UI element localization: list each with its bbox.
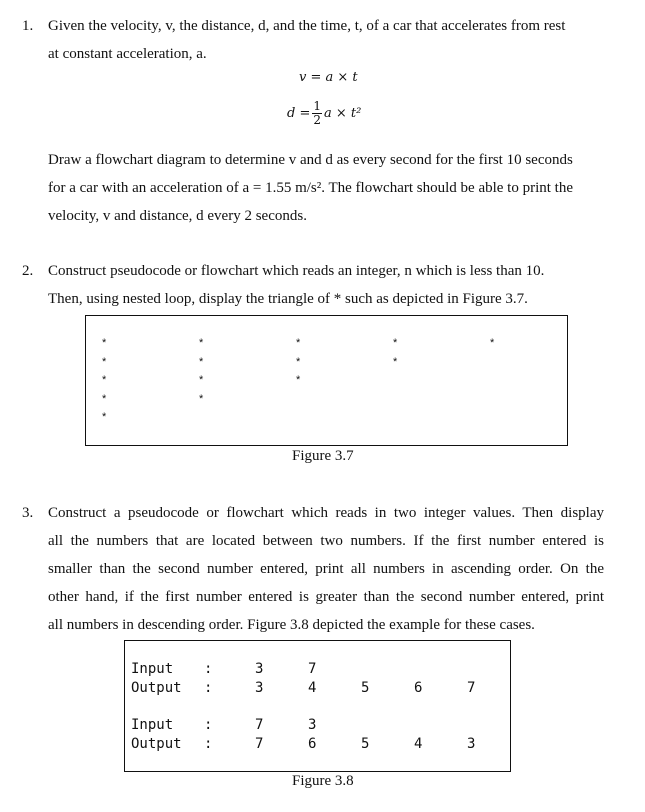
figure-3-8-example-box — [124, 640, 511, 772]
example2-output-value: 6 — [308, 736, 317, 752]
example1-input-value: 7 — [308, 661, 317, 677]
star-glyph: * — [199, 374, 204, 386]
half-fraction — [312, 100, 322, 127]
example2-output-colon: : — [204, 736, 213, 752]
example1-output-value: 7 — [467, 680, 476, 696]
star-glyph: * — [393, 337, 398, 349]
star-glyph: * — [102, 374, 107, 386]
example2-output-value: 3 — [467, 736, 476, 752]
example1-input-value: 3 — [255, 661, 264, 677]
example1-input-label: Input — [131, 661, 174, 677]
q2-text-line1: Construct pseudocode or flowchart which reads an integer, n which is less than 10. — [48, 263, 545, 279]
example1-output-value: 6 — [414, 680, 423, 696]
example2-input-label: Input — [131, 717, 174, 733]
distance-equation — [287, 100, 361, 127]
q1-text-line2: at constant acceleration, a. — [48, 46, 207, 62]
distance-equation-rhs: a × t² — [324, 106, 362, 121]
example2-output-value: 7 — [255, 736, 264, 752]
star-glyph: * — [199, 337, 204, 349]
velocity-equation: v = a × t — [299, 70, 358, 85]
q1-text-line4: for a car with an acceleration of a = 1.55 m/s². The flowchart should be able to print the — [48, 180, 573, 196]
example2-output-label: Output — [131, 736, 182, 752]
example2-input-value: 3 — [308, 717, 317, 733]
star-glyph: * — [296, 355, 301, 368]
star-glyph: * — [102, 392, 107, 405]
q1-text-line1: Given the velocity, v, the distance, d, and the time, t, of a car that accelerates from rest — [48, 18, 566, 34]
q3-text-line3: smaller than the second number entered, print all numbers in ascending order. On the — [48, 561, 604, 577]
q1-text-line5: velocity, v and distance, d every 2 seconds. — [48, 208, 307, 224]
figure-3-8-caption: Figure 3.8 — [292, 773, 354, 789]
q1-text-line3: Draw a flowchart diagram to determine v and d as every second for the first 10 seconds — [48, 152, 573, 168]
example1-output-label: Output — [131, 680, 182, 696]
fraction-denominator: 2 — [313, 113, 321, 127]
example2-input-colon: : — [204, 717, 213, 733]
star-glyph: * — [296, 374, 301, 386]
figure-3-7-caption: Figure 3.7 — [292, 448, 354, 464]
q1-number: 1. — [22, 18, 34, 34]
distance-equation-lhs: d = — [287, 106, 311, 121]
q3-text-line4: other hand, if the first number entered is greater than the second number entered, print — [48, 589, 604, 605]
q2-number: 2. — [22, 263, 34, 279]
star-glyph: * — [296, 337, 301, 349]
fraction-numerator: 1 — [313, 99, 321, 113]
star-glyph: * — [102, 337, 107, 349]
example1-output-colon: : — [204, 680, 213, 696]
example1-input-colon: : — [204, 661, 213, 677]
star-glyph: * — [102, 411, 107, 423]
star-glyph: * — [102, 355, 107, 368]
figure-3-7-star-box — [85, 315, 568, 446]
example1-output-value: 5 — [361, 680, 370, 696]
star-glyph: * — [393, 355, 398, 368]
star-glyph: * — [490, 337, 495, 349]
star-glyph: * — [199, 392, 204, 405]
example2-output-value: 4 — [414, 736, 423, 752]
q3-text-line5: all numbers in descending order. Figure 3.8 depicted the example for these cases. — [48, 617, 535, 633]
q3-text-line1: Construct a pseudocode or flowchart which reads in two integer values. Then display — [48, 505, 604, 521]
q2-text-line2: Then, using nested loop, display the triangle of * such as depicted in Figure 3.7. — [48, 291, 528, 307]
example2-input-value: 7 — [255, 717, 264, 733]
q3-text-line2: all the numbers that are located between two numbers. If the first number entered is — [48, 533, 604, 549]
example1-output-value: 3 — [255, 680, 264, 696]
q3-number: 3. — [22, 505, 34, 521]
example1-output-value: 4 — [308, 680, 317, 696]
star-glyph: * — [199, 355, 204, 368]
example2-output-value: 5 — [361, 736, 370, 752]
